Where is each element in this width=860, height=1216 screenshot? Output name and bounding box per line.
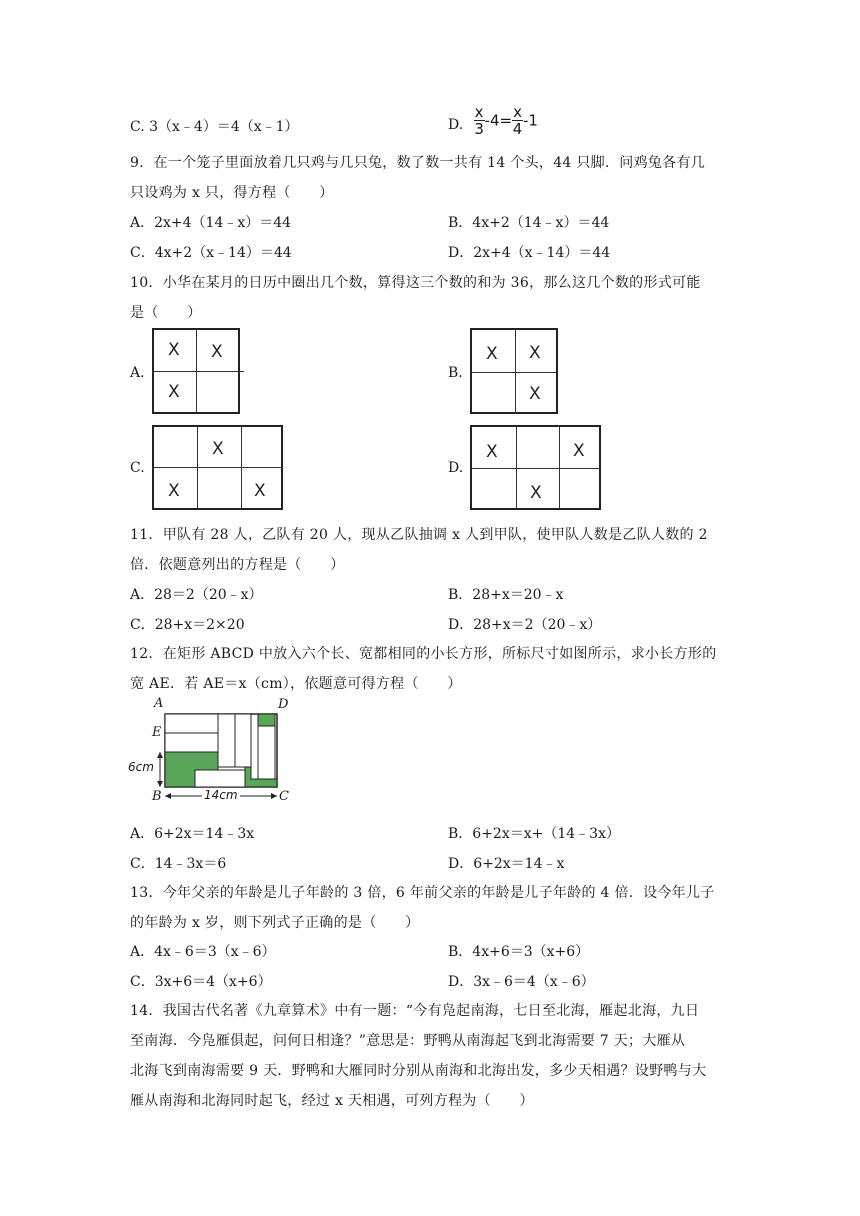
q9-stem-line1: 9．在一个笼子里面放着几只鸡与几只兔，数了数一共有 14 个头，44 只脚．问鸡兔各有几	[130, 155, 706, 171]
q9-option-c: C．4x+2（x﹣14）＝44	[130, 245, 292, 261]
q10-calendar-c	[152, 425, 283, 510]
circled-mark: X	[168, 340, 180, 360]
fraction-x-over-3	[474, 104, 485, 137]
q13-stem-line1: 13．今年父亲的年龄是儿子年龄的 3 倍，6 年前父亲的年龄是儿子年龄的 4 倍．设今年儿子	[130, 885, 715, 901]
circled-mark: X	[529, 343, 541, 363]
q14-stem-line1: 14．我国古代名著《九章算术》中有一题：“今有凫起南海，七日至北海，雁起北海，九日	[130, 1003, 700, 1019]
q10-calendar-a	[152, 328, 240, 414]
q14-stem-line4: 雁从南海和北海同时起飞，经过 x 天相遇，可列方程为（ ）	[130, 1093, 534, 1109]
fraction-numerator: x	[513, 103, 522, 121]
q8-option-d-label: D.	[448, 116, 464, 133]
q12-stem-line2: 宽 AE．若 AE＝x（cm），依题意可得方程（ ）	[130, 676, 462, 692]
q10-option-a-label: A.	[130, 365, 145, 381]
grid-line	[241, 427, 242, 508]
circled-mark: X	[168, 382, 180, 402]
q14-stem-line3: 北海飞到南海需要 9 天．野鸭和大雁同时分别从南海和北海出发，多少天相遇？设野鸭与大	[130, 1063, 707, 1079]
grid-line	[516, 427, 517, 508]
grid-line	[472, 372, 556, 373]
q12-stem-line1: 12．在矩形 ABCD 中放入六个长、宽都相同的小长方形，所标尺寸如图所示，求小长方形的	[130, 646, 717, 662]
grid-line	[152, 371, 244, 372]
fraction-denominator: 4	[512, 120, 523, 138]
width-dimension-label: 14cm	[204, 788, 238, 802]
q10-option-b-label: B.	[448, 365, 463, 381]
grid-line	[559, 427, 560, 508]
q13-stem-line2: 的年龄为 x 岁，则下列式子正确的是（ ）	[130, 915, 420, 931]
grid-line	[152, 467, 283, 468]
grid-line	[197, 427, 198, 508]
q10-option-c-label: C.	[130, 460, 145, 476]
q11-option-b: B．28+x＝20﹣x	[448, 587, 564, 603]
height-dimension-label: 6cm	[128, 760, 154, 774]
q12-option-b: B．6+2x＝x+（14﹣3x）	[448, 826, 620, 842]
grid-line	[196, 330, 197, 412]
q8-option-d-mid: -4=	[484, 111, 513, 130]
point-label-e: E	[152, 725, 162, 740]
q10-option-d-label: D.	[448, 460, 464, 476]
q11-option-c: C．28+x＝2×20	[130, 617, 245, 633]
vertex-label-b: B	[152, 789, 162, 804]
q9-option-d: D．2x+4（x﹣14）＝44	[448, 245, 611, 261]
q9-stem-line2: 只设鸡为 x 只，得方程（ ）	[130, 185, 334, 201]
q12-option-d: D．6+2x＝14﹣x	[448, 856, 565, 872]
vertex-label-d: D	[278, 697, 289, 712]
q11-option-a: A．28＝2（20﹣x）	[130, 587, 263, 603]
q14-stem-line2: 至南海．今凫雁俱起，问何日相逢？”意思是：野鸭从南海起飞到北海需要 7 天；大雁从	[130, 1033, 686, 1049]
fraction-numerator: x	[474, 103, 484, 121]
q9-option-a: A．2x+4（14﹣x）＝44	[130, 215, 292, 231]
q12-option-c: C．14﹣3x＝6	[130, 856, 227, 872]
q8-option-c: C. 3（x﹣4）＝4（x﹣1）	[130, 119, 299, 135]
q11-stem-line2: 倍．依题意列出的方程是（ ）	[130, 557, 345, 573]
circled-mark: X	[211, 342, 223, 362]
circled-mark: X	[254, 481, 266, 501]
q13-option-b: B．4x+6＝3（x+6）	[448, 944, 590, 960]
circled-mark: X	[486, 344, 498, 364]
q9-option-b: B．4x+2（14﹣x）＝44	[448, 215, 610, 231]
q11-stem-line1: 11．甲队有 28 人，乙队有 20 人，现从乙队抽调 x 人到甲队，使甲队人数是乙队人数的 2	[130, 527, 708, 543]
q8-option-d	[448, 104, 538, 137]
q13-option-a: A．4x﹣6＝3（x﹣6）	[130, 944, 276, 960]
circled-mark: X	[486, 442, 498, 462]
vertex-label-c: C	[279, 789, 289, 804]
q12-option-a: A．6+2x＝14﹣3x	[130, 826, 255, 842]
vertex-label-a: A	[154, 696, 164, 711]
q11-option-d: D．28+x＝2（20﹣x）	[448, 617, 602, 633]
circled-mark: X	[573, 441, 585, 461]
q8-option-d-end: -1	[522, 111, 538, 130]
circled-mark: X	[529, 384, 541, 404]
q10-stem-line1: 10．小华在某月的日历中圈出几个数，算得这三个数的和为 36，那么这几个数的形式可能	[130, 275, 701, 291]
circled-mark: X	[530, 483, 542, 503]
fraction-denominator: 3	[474, 120, 484, 138]
circled-mark: X	[168, 481, 180, 501]
q10-calendar-b	[470, 328, 558, 414]
q13-option-c: C．3x+6＝4（x+6）	[130, 974, 272, 990]
grid-line	[515, 330, 516, 414]
q10-calendar-d	[470, 425, 601, 510]
q13-option-d: D．3x﹣6＝4（x﹣6）	[448, 974, 595, 990]
fraction-x-over-4	[512, 104, 523, 137]
rectangle-abcd-figure	[128, 694, 298, 804]
q10-stem-line2: 是（ ）	[130, 305, 202, 321]
grid-line	[472, 468, 599, 469]
circled-mark: X	[212, 439, 224, 459]
